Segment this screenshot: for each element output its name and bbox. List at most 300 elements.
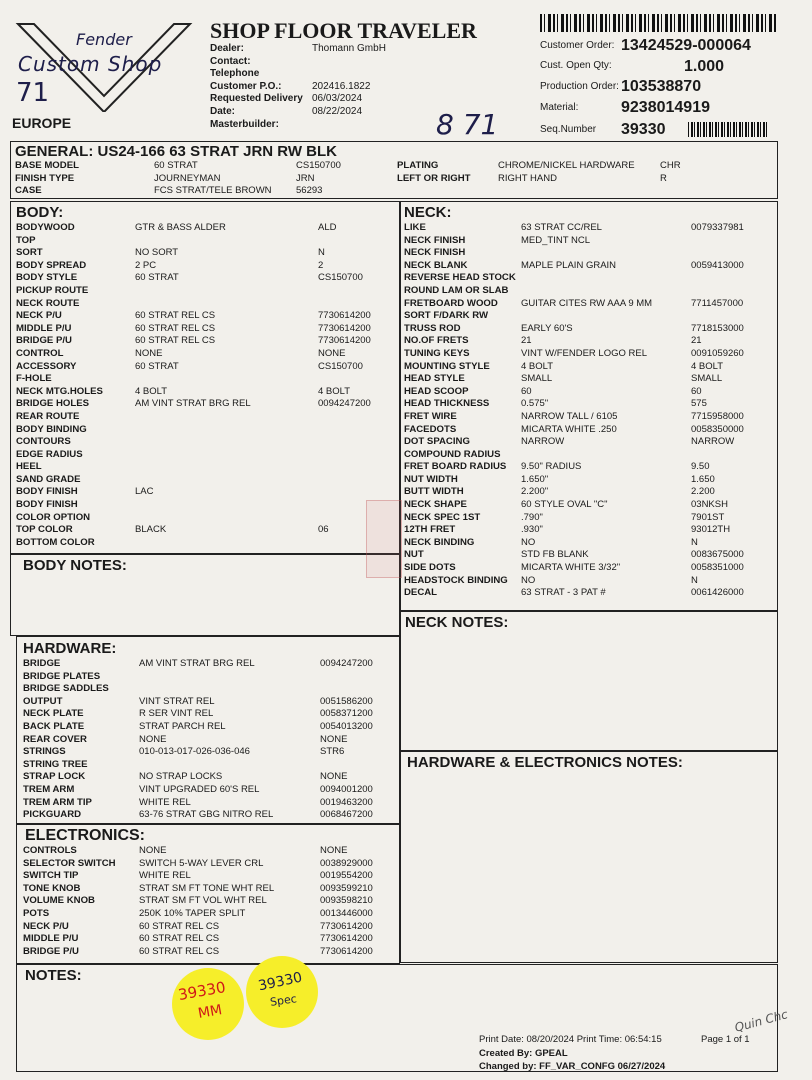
body-value: 60 STRAT bbox=[135, 360, 179, 372]
body-code bbox=[318, 449, 371, 462]
neck-label: MOUNTING STYLE bbox=[404, 360, 490, 372]
electronics-value: 60 STRAT REL CS bbox=[139, 945, 220, 957]
general-left-labels bbox=[15, 160, 79, 198]
seq-sticker-right bbox=[246, 956, 318, 1028]
neck-label: NUT WIDTH bbox=[404, 473, 458, 485]
neck-label: FACEDOTS bbox=[404, 423, 457, 435]
electronics-label: TONE KNOB bbox=[23, 882, 81, 894]
body-value: BLACK bbox=[135, 524, 167, 536]
electronics-code: 7730614200 bbox=[320, 920, 373, 932]
body-code: N bbox=[318, 247, 325, 259]
general-left-codes bbox=[296, 160, 341, 198]
hardware-value: VINT STRAT REL bbox=[139, 695, 215, 707]
body-labels bbox=[16, 222, 103, 549]
body-code bbox=[318, 298, 371, 311]
general-code: CHR bbox=[660, 160, 681, 171]
hardware-label: TREM ARM bbox=[23, 783, 75, 795]
hardware-code: 0094247200 bbox=[320, 658, 373, 669]
print-line: Print Date: 08/20/2024 Print Time: 06:54:15 bbox=[479, 1034, 662, 1045]
body-code bbox=[318, 436, 371, 449]
hardware-label: REAR COVER bbox=[23, 733, 87, 745]
neck-value: NARROW TALL / 6105 bbox=[521, 410, 618, 422]
dealer-info-values bbox=[312, 43, 386, 131]
neck-label: FRET BOARD RADIUS bbox=[404, 461, 507, 473]
body-code bbox=[318, 373, 371, 386]
neck-code: 21 bbox=[691, 335, 702, 347]
region-label: EUROPE bbox=[12, 115, 72, 131]
neck-value: MICARTA WHITE 3/32" bbox=[521, 562, 621, 574]
neck-label: TRUSS ROD bbox=[404, 322, 461, 334]
info-value bbox=[312, 56, 386, 69]
general-value: RIGHT HAND bbox=[498, 172, 557, 184]
info-label: Contact: bbox=[210, 55, 251, 67]
body-values bbox=[135, 222, 251, 549]
neck-label: SORT F/DARK RW bbox=[404, 310, 489, 322]
general-label: FINISH TYPE bbox=[15, 172, 75, 184]
neck-section bbox=[400, 201, 778, 611]
general-title: GENERAL: US24-166 63 STRAT JRN RW BLK bbox=[15, 143, 338, 160]
neck-value: VINT W/FENDER LOGO REL bbox=[521, 347, 647, 359]
hardware-value: NONE bbox=[139, 733, 167, 745]
general-left-values bbox=[154, 160, 272, 198]
neck-value bbox=[521, 310, 652, 323]
general-section bbox=[10, 141, 778, 199]
body-value bbox=[135, 499, 251, 512]
body-value bbox=[135, 474, 251, 487]
hardware-label: OUTPUT bbox=[23, 695, 63, 707]
body-value bbox=[135, 424, 251, 437]
neck-code: SMALL bbox=[691, 373, 723, 385]
neck-code: 60 bbox=[691, 385, 702, 397]
body-value bbox=[135, 449, 251, 462]
general-right-values bbox=[498, 160, 635, 185]
body-label: SAND GRADE bbox=[16, 473, 81, 485]
hardware-code: 0054013200 bbox=[320, 720, 373, 732]
electronics-label: POTS bbox=[23, 907, 50, 919]
body-label: CONTOURS bbox=[16, 436, 71, 448]
neck-value: .930" bbox=[521, 524, 543, 536]
hardware-label: BRIDGE PLATES bbox=[23, 670, 101, 682]
neck-label: HEAD SCOOP bbox=[404, 385, 469, 397]
body-label: HEEL bbox=[16, 461, 42, 473]
neck-code: 7901ST bbox=[691, 511, 725, 523]
order-label: Material: bbox=[540, 102, 579, 113]
neck-code bbox=[691, 285, 744, 298]
neck-code bbox=[691, 449, 744, 462]
hardware-label: PICKGUARD bbox=[23, 809, 82, 821]
hardware-label: BRIDGE bbox=[23, 658, 61, 669]
neck-code: N bbox=[691, 574, 698, 586]
body-label: EDGE RADIUS bbox=[16, 448, 83, 460]
neck-value: 63 STRAT - 3 PAT # bbox=[521, 587, 606, 599]
hardware-value: WHITE REL bbox=[139, 796, 191, 808]
info-label: Dealer: bbox=[210, 43, 244, 54]
neck-code: 575 bbox=[691, 398, 707, 410]
hardware-code bbox=[320, 759, 373, 772]
hardware-label: TREM ARM TIP bbox=[23, 796, 92, 808]
electronics-code: 0019554200 bbox=[320, 870, 373, 882]
body-label: MIDDLE P/U bbox=[16, 322, 72, 334]
hardware-label: STRAP LOCK bbox=[23, 771, 86, 783]
material-value: 9238014919 bbox=[621, 99, 710, 116]
neck-code: NARROW bbox=[691, 436, 735, 448]
body-code: CS150700 bbox=[318, 360, 363, 372]
order-label: Cust. Open Qty: bbox=[540, 60, 612, 71]
sticker-left-number: 39330 bbox=[176, 977, 227, 1005]
notes-title: NOTES: bbox=[25, 967, 82, 984]
body-label: NECK MTG.HOLES bbox=[16, 385, 103, 397]
logo-fender-text: Fender bbox=[76, 30, 132, 49]
body-label: CONTROL bbox=[16, 347, 64, 359]
customer-order-value: 13424529-000064 bbox=[621, 37, 751, 54]
body-label: BRIDGE P/U bbox=[16, 335, 72, 347]
sticker-left-initials: MM bbox=[196, 1002, 224, 1022]
body-code bbox=[318, 461, 371, 474]
neck-label: ROUND LAM OR SLAB bbox=[404, 284, 509, 296]
neck-label: NECK BLANK bbox=[404, 259, 468, 271]
hardware-value: STRAT PARCH REL bbox=[139, 720, 226, 732]
neck-label: COMPOUND RADIUS bbox=[404, 448, 501, 460]
general-value: CHROME/NICKEL HARDWARE bbox=[498, 160, 635, 171]
logo-custom-shop-text: Custom Shop bbox=[18, 52, 163, 76]
neck-value: 60 bbox=[521, 385, 532, 397]
hw-notes-section bbox=[400, 751, 778, 963]
electronics-code: 7730614200 bbox=[320, 945, 373, 957]
body-code: ALD bbox=[318, 222, 337, 233]
general-label: LEFT OR RIGHT bbox=[397, 172, 471, 184]
hardware-labels bbox=[23, 658, 109, 822]
body-label: TOP COLOR bbox=[16, 524, 73, 536]
body-value: 60 STRAT REL CS bbox=[135, 335, 216, 347]
page-title: SHOP FLOOR TRAVELER bbox=[210, 18, 477, 43]
hardware-label: BACK PLATE bbox=[23, 720, 85, 732]
body-label: COLOR OPTION bbox=[16, 511, 91, 523]
body-value: AM VINT STRAT BRG REL bbox=[135, 398, 251, 410]
neck-value bbox=[521, 285, 652, 298]
electronics-value: STRAT SM FT VOL WHT REL bbox=[139, 895, 267, 907]
body-code: 7730614200 bbox=[318, 335, 371, 347]
body-code bbox=[318, 235, 371, 248]
body-label: BODY STYLE bbox=[16, 272, 78, 284]
barcode-top bbox=[540, 14, 776, 32]
neck-code bbox=[691, 235, 744, 248]
changed-by: Changed by: FF_VAR_CONFG 06/27/2024 bbox=[479, 1061, 666, 1072]
body-code: CS150700 bbox=[318, 272, 363, 284]
neck-label: DECAL bbox=[404, 587, 438, 599]
neck-label: HEAD THICKNESS bbox=[404, 398, 490, 410]
sticker-right-note: Spec bbox=[269, 992, 298, 1009]
body-value: 2 PC bbox=[135, 259, 157, 271]
hardware-label: NECK PLATE bbox=[23, 708, 84, 720]
neck-code: 03NKSH bbox=[691, 499, 728, 511]
info-label: Date: bbox=[210, 105, 236, 117]
electronics-code: 0013446000 bbox=[320, 907, 373, 919]
general-right-labels bbox=[397, 160, 471, 185]
dealer-info-labels bbox=[210, 43, 303, 131]
neck-code bbox=[691, 272, 744, 285]
electronics-label: BRIDGE P/U bbox=[23, 945, 79, 957]
neck-label: NECK BINDING bbox=[404, 536, 475, 548]
hardware-value bbox=[139, 671, 273, 684]
body-code: 7730614200 bbox=[318, 322, 371, 334]
hardware-label: STRINGS bbox=[23, 746, 66, 758]
neck-label: REVERSE HEAD STOCK bbox=[404, 272, 516, 284]
general-label: BASE MODEL bbox=[15, 160, 79, 171]
neck-label: NECK FINISH bbox=[404, 247, 466, 259]
hardware-section bbox=[16, 636, 400, 824]
general-code: R bbox=[660, 172, 667, 184]
watermark-logo bbox=[366, 500, 402, 578]
hardware-title: HARDWARE: bbox=[23, 640, 117, 657]
body-code: 7730614200 bbox=[318, 310, 371, 322]
neck-value: 2.200" bbox=[521, 486, 549, 498]
neck-value: SMALL bbox=[521, 373, 553, 385]
electronics-section bbox=[16, 824, 400, 964]
neck-value: GUITAR CITES RW AAA 9 MM bbox=[521, 297, 653, 309]
body-label: BODY BINDING bbox=[16, 423, 87, 435]
neck-value: 1.650" bbox=[521, 473, 549, 485]
sticker-right-number: 39330 bbox=[256, 969, 304, 995]
neck-value: 9.50" RADIUS bbox=[521, 461, 582, 473]
order-label: Customer Order: bbox=[540, 40, 615, 51]
body-label: REAR ROUTE bbox=[16, 410, 80, 422]
neck-value: MICARTA WHITE .250 bbox=[521, 423, 617, 435]
body-code bbox=[318, 474, 371, 487]
hardware-code: NONE bbox=[320, 733, 348, 745]
electronics-labels bbox=[23, 845, 116, 958]
created-by: Created By: GPEAL bbox=[479, 1048, 568, 1059]
body-value bbox=[135, 285, 251, 298]
hardware-values bbox=[139, 658, 273, 822]
electronics-code: 0093598210 bbox=[320, 895, 373, 907]
info-value: 08/22/2024 bbox=[312, 105, 363, 117]
hardware-value: VINT UPGRADED 60'S REL bbox=[139, 783, 260, 795]
body-value: GTR & BASS ALDER bbox=[135, 222, 226, 233]
info-label: Requested Delivery bbox=[210, 93, 303, 105]
general-right-codes bbox=[660, 160, 681, 185]
electronics-label: NECK P/U bbox=[23, 920, 69, 932]
neck-value bbox=[521, 247, 652, 260]
neck-code: 0061426000 bbox=[691, 587, 744, 599]
neck-value: STD FB BLANK bbox=[521, 549, 589, 561]
electronics-label: MIDDLE P/U bbox=[23, 933, 79, 945]
body-label: NECK P/U bbox=[16, 310, 62, 322]
neck-code: 4 BOLT bbox=[691, 360, 724, 372]
body-label: BODY SPREAD bbox=[16, 259, 87, 271]
body-code: 2 bbox=[318, 259, 324, 271]
body-label: SORT bbox=[16, 247, 43, 259]
neck-value bbox=[521, 272, 652, 285]
hardware-codes bbox=[320, 658, 373, 822]
production-order-value: 103538870 bbox=[621, 78, 702, 95]
hardware-value: AM VINT STRAT BRG REL bbox=[139, 658, 255, 669]
neck-label: BUTT WIDTH bbox=[404, 486, 464, 498]
electronics-label: SWITCH TIP bbox=[23, 870, 79, 882]
neck-code: 0079337981 bbox=[691, 222, 744, 233]
neck-code: 2.200 bbox=[691, 486, 715, 498]
electronics-code: 0093599210 bbox=[320, 882, 373, 894]
body-value bbox=[135, 436, 251, 449]
hardware-value: R SER VINT REL bbox=[139, 708, 214, 720]
body-value: LAC bbox=[135, 486, 154, 498]
neck-value: MAPLE PLAIN GRAIN bbox=[521, 259, 617, 271]
info-label: Masterbuilder: bbox=[210, 118, 279, 130]
neck-code: 0083675000 bbox=[691, 549, 744, 561]
general-code: 56293 bbox=[296, 185, 323, 197]
body-code: 0094247200 bbox=[318, 398, 371, 410]
body-label: BODY FINISH bbox=[16, 486, 78, 498]
body-value bbox=[135, 235, 251, 248]
neck-values bbox=[521, 222, 652, 600]
electronics-code: 0038929000 bbox=[320, 857, 373, 869]
neck-code: 7711457000 bbox=[691, 297, 744, 309]
body-value bbox=[135, 298, 251, 311]
electronics-codes bbox=[320, 845, 373, 958]
body-label: NECK ROUTE bbox=[16, 297, 80, 309]
neck-value: MED_TINT NCL bbox=[521, 234, 590, 246]
info-value: Thomann GmbH bbox=[312, 43, 386, 54]
body-code bbox=[318, 512, 371, 525]
order-label: Production Order: bbox=[540, 81, 619, 92]
hardware-code: 0058371200 bbox=[320, 708, 373, 720]
body-value bbox=[135, 537, 251, 550]
body-label: BRIDGE HOLES bbox=[16, 398, 90, 410]
general-value: FCS STRAT/TELE BROWN bbox=[154, 185, 272, 197]
neck-value: NO bbox=[521, 536, 536, 548]
body-label: BODYWOOD bbox=[16, 222, 75, 233]
neck-code: 0058350000 bbox=[691, 423, 744, 435]
electronics-code: 7730614200 bbox=[320, 933, 373, 945]
order-label: Seq.Number bbox=[540, 124, 597, 135]
neck-label: SIDE DOTS bbox=[404, 562, 456, 574]
electronics-value: STRAT SM FT TONE WHT REL bbox=[139, 882, 275, 894]
hardware-code: 0094001200 bbox=[320, 783, 373, 795]
neck-value: 63 STRAT CC/REL bbox=[521, 222, 602, 233]
body-label: ACCESSORY bbox=[16, 360, 77, 372]
general-code: JRN bbox=[296, 172, 315, 184]
neck-value: .790" bbox=[521, 511, 543, 523]
body-code: 06 bbox=[318, 524, 329, 536]
neck-label: FRET WIRE bbox=[404, 410, 457, 422]
body-value bbox=[135, 373, 251, 386]
electronics-value: 250K 10% TAPER SPLIT bbox=[139, 907, 246, 919]
neck-code bbox=[691, 247, 744, 260]
neck-label: NECK SPEC 1ST bbox=[404, 511, 481, 523]
neck-value: 21 bbox=[521, 335, 532, 347]
neck-value bbox=[521, 449, 652, 462]
notes-section bbox=[16, 964, 778, 1072]
body-value bbox=[135, 461, 251, 474]
hardware-value bbox=[139, 683, 273, 696]
body-label: F-HOLE bbox=[16, 373, 52, 385]
signature: Quin Chc bbox=[733, 1007, 790, 1035]
electronics-label: CONTROLS bbox=[23, 845, 77, 856]
body-code bbox=[318, 285, 371, 298]
neck-codes bbox=[691, 222, 744, 600]
neck-notes-title: NECK NOTES: bbox=[405, 614, 509, 631]
hardware-value bbox=[139, 759, 273, 772]
neck-value: 0.575" bbox=[521, 398, 549, 410]
body-code: 4 BOLT bbox=[318, 385, 351, 397]
neck-label: LIKE bbox=[404, 222, 426, 233]
hardware-code bbox=[320, 671, 373, 684]
neck-notes-section bbox=[400, 611, 778, 751]
neck-code: 7718153000 bbox=[691, 322, 744, 334]
electronics-value: 60 STRAT REL CS bbox=[139, 920, 220, 932]
neck-code: N bbox=[691, 536, 698, 548]
body-value bbox=[135, 411, 251, 424]
neck-label: NUT bbox=[404, 549, 424, 561]
info-value: 202416.1822 bbox=[312, 80, 371, 92]
body-label: TOP bbox=[16, 234, 36, 246]
body-code: NONE bbox=[318, 347, 346, 359]
hardware-code: 0019463200 bbox=[320, 796, 373, 808]
neck-label: FRETBOARD WOOD bbox=[404, 297, 498, 309]
body-code bbox=[318, 411, 371, 424]
body-code bbox=[318, 537, 371, 550]
hardware-code: STR6 bbox=[320, 746, 345, 758]
body-value: NO SORT bbox=[135, 247, 179, 259]
neck-code: 9.50 bbox=[691, 461, 710, 473]
neck-value: NO bbox=[521, 574, 536, 586]
general-label: PLATING bbox=[397, 160, 439, 171]
handwritten-8-71: 8 71 bbox=[436, 108, 499, 141]
body-code bbox=[318, 486, 371, 499]
neck-value: 4 BOLT bbox=[521, 360, 554, 372]
body-notes-title: BODY NOTES: bbox=[23, 557, 127, 574]
info-value bbox=[312, 68, 386, 81]
neck-title: NECK: bbox=[404, 204, 452, 221]
neck-value: EARLY 60'S bbox=[521, 322, 573, 334]
body-value: 60 STRAT REL CS bbox=[135, 322, 216, 334]
hardware-code: NONE bbox=[320, 771, 348, 783]
electronics-value: SWITCH 5-WAY LEVER CRL bbox=[139, 857, 264, 869]
hardware-value: 63-76 STRAT GBG NITRO REL bbox=[139, 809, 274, 821]
electronics-code: NONE bbox=[320, 845, 348, 856]
neck-value: NARROW bbox=[521, 436, 565, 448]
neck-label: NECK FINISH bbox=[404, 234, 466, 246]
body-code bbox=[318, 499, 371, 512]
general-label: CASE bbox=[15, 185, 42, 197]
electronics-title: ELECTRONICS: bbox=[25, 827, 145, 844]
electronics-value: NONE bbox=[139, 845, 167, 856]
hardware-label: BRIDGE SADDLES bbox=[23, 683, 109, 695]
neck-code: 7715958000 bbox=[691, 410, 744, 422]
info-label: Telephone bbox=[210, 68, 260, 80]
neck-label: NECK SHAPE bbox=[404, 499, 467, 511]
neck-code: 0059413000 bbox=[691, 259, 744, 271]
neck-code: 93012TH bbox=[691, 524, 731, 536]
body-label: BODY FINISH bbox=[16, 499, 78, 511]
hardware-code: 0051586200 bbox=[320, 695, 373, 707]
body-label: BOTTOM COLOR bbox=[16, 536, 95, 548]
body-label: PICKUP ROUTE bbox=[16, 284, 89, 296]
body-section bbox=[10, 201, 400, 554]
neck-label: TUNING KEYS bbox=[404, 347, 470, 359]
info-label: Customer P.O.: bbox=[210, 80, 282, 92]
body-value: 60 STRAT REL CS bbox=[135, 310, 216, 322]
electronics-value: 60 STRAT REL CS bbox=[139, 933, 220, 945]
body-title: BODY: bbox=[16, 204, 64, 221]
hardware-code: 0068467200 bbox=[320, 809, 373, 821]
neck-code bbox=[691, 310, 744, 323]
hardware-value: 010-013-017-026-036-046 bbox=[139, 746, 250, 758]
electronics-label: SELECTOR SWITCH bbox=[23, 857, 116, 869]
info-value: 06/03/2024 bbox=[312, 93, 363, 105]
neck-code: 0091059260 bbox=[691, 347, 744, 359]
body-notes-section bbox=[10, 554, 400, 636]
neck-label: HEADSTOCK BINDING bbox=[404, 574, 508, 586]
